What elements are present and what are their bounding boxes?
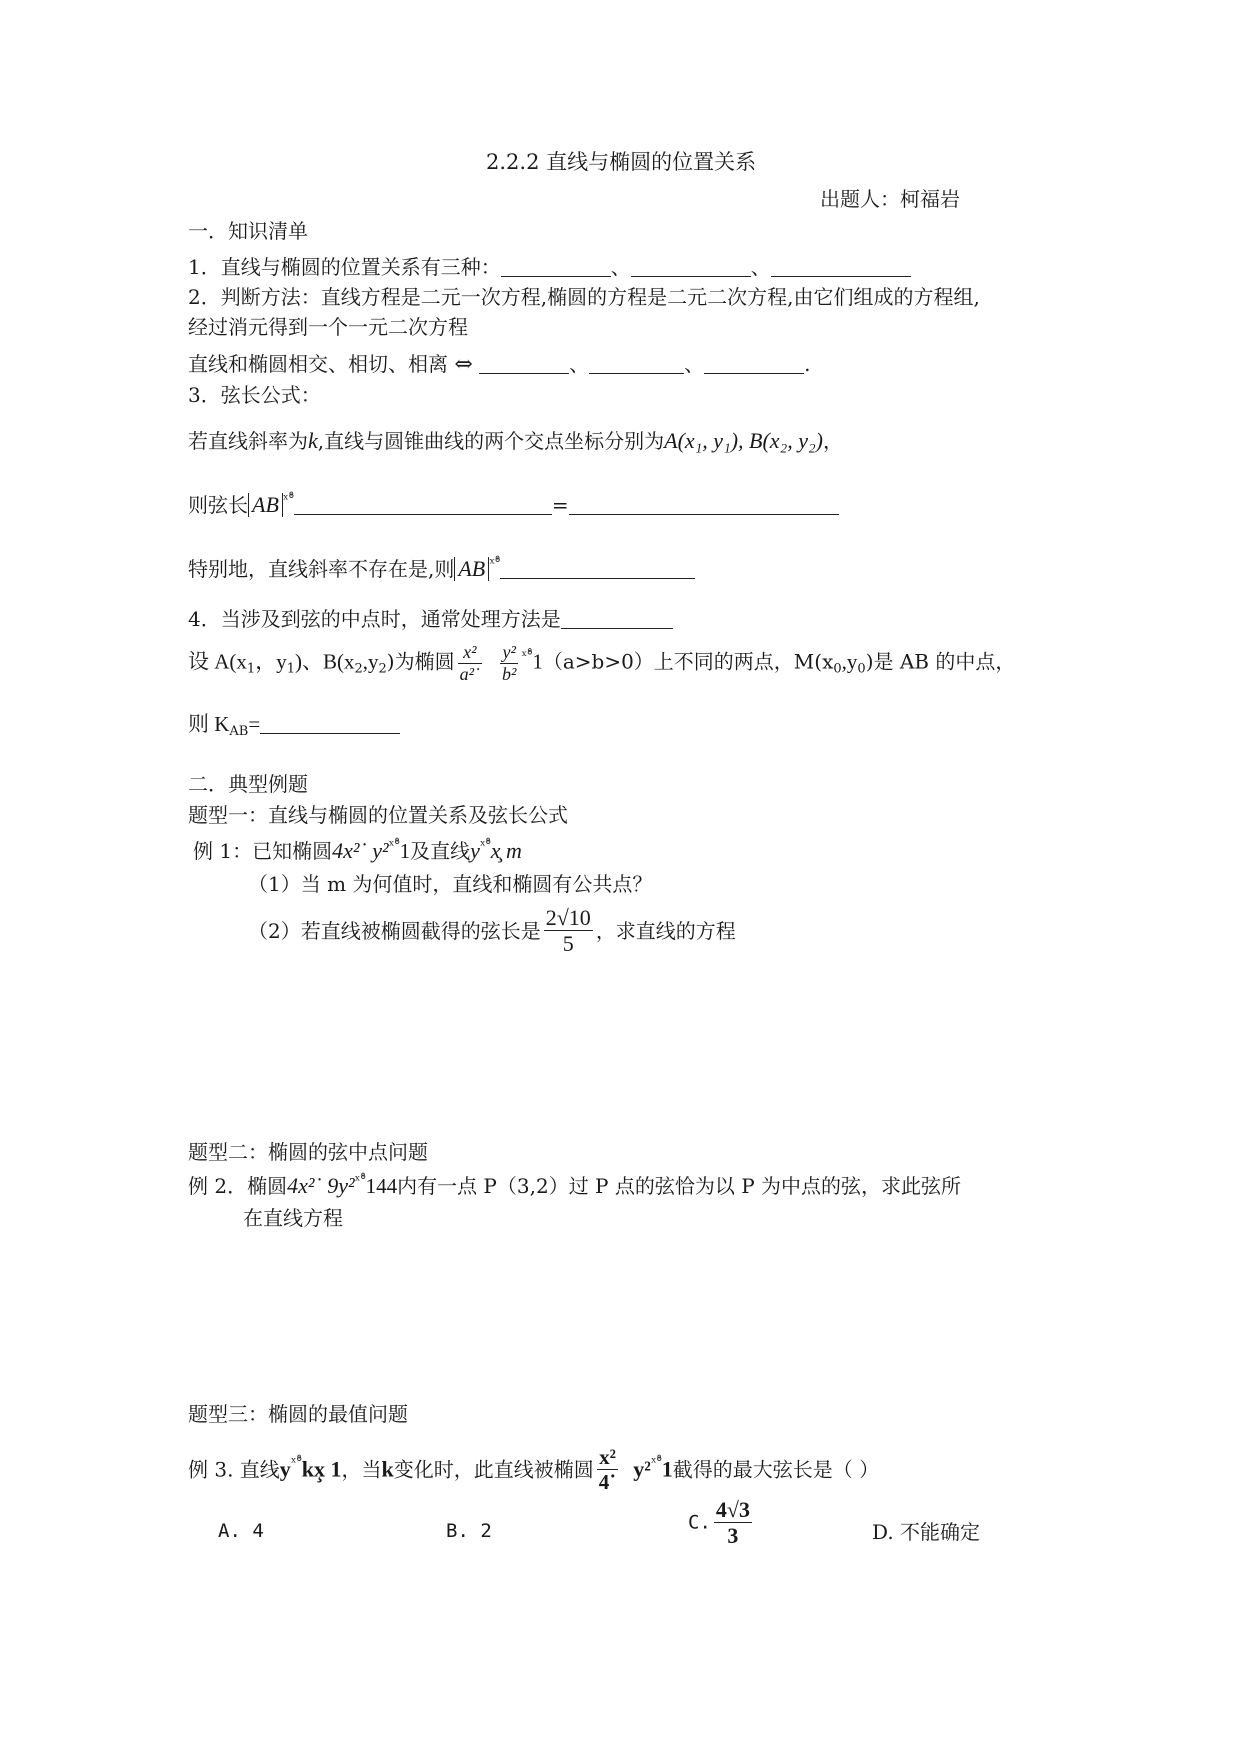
slope-text: 若直线斜率为 xyxy=(188,429,308,453)
ex1-equation-line-y: y xyxy=(470,838,480,863)
ex1-q2-tail: ，求直线的方程 xyxy=(595,918,736,943)
item3-heading: 3．弦长公式： xyxy=(188,383,321,407)
mid-text-d: ,y xyxy=(362,649,379,674)
ex3-line-rhs: kx̧ 1 xyxy=(301,1456,342,1482)
item2-line1: 2．判断方法：直线方程是二元一次方程,椭圆的方程是二元二次方程,由它们组成的方程组, xyxy=(188,285,980,309)
example1-line xyxy=(193,838,522,864)
mid-text-c: )、B(x xyxy=(294,649,355,674)
option-c xyxy=(688,1497,755,1549)
special-text: 特别地，直线斜率不存在是,则 xyxy=(188,557,455,581)
mid-text-a: 设 A(x xyxy=(188,649,247,674)
slope-var: k xyxy=(308,428,318,453)
equals-glyph: ˣ°̊ xyxy=(388,838,400,854)
equals-sign: = xyxy=(551,493,569,517)
frac-num: 2√10 xyxy=(545,905,591,930)
period: . xyxy=(804,352,811,376)
ex3-tail: 截得的最大弦长是（ ） xyxy=(672,1457,880,1482)
abs-AB: AB xyxy=(454,557,489,581)
abs-AB: AB xyxy=(248,493,283,517)
item2-line2: 经过消元得到一个一元二次方程 xyxy=(188,315,468,339)
fraction-x2-4 xyxy=(597,1445,619,1494)
separator: 、 xyxy=(750,255,771,279)
item2-line3 xyxy=(188,352,811,378)
frac-num: x² xyxy=(597,1445,619,1470)
type3-heading: 题型三：椭圆的最值问题 xyxy=(188,1402,408,1426)
ex2-number: 144 xyxy=(365,1174,398,1198)
blank-1c xyxy=(771,256,911,277)
mid-text-b: ，y xyxy=(255,649,287,674)
slope-line xyxy=(188,428,843,454)
equals-glyph: ˣ°̊ xyxy=(282,492,294,508)
blank-2c xyxy=(704,353,804,374)
sub-0: 0 xyxy=(857,661,866,677)
one: 1 xyxy=(532,649,543,674)
equals-glyph: ˣ°̊ xyxy=(354,1173,366,1189)
blank-6 xyxy=(260,713,400,734)
sub-1: 1 xyxy=(286,661,295,677)
frac-den: a²˙ xyxy=(459,663,480,684)
separator: 、 xyxy=(569,352,590,376)
ex1-label: 例 1：已知椭圆 xyxy=(193,839,333,863)
slope-text2: ,直线与圆锥曲线的两个交点坐标分别为 xyxy=(317,429,665,453)
item2-text: 直线和椭圆相交、相切、相离 xyxy=(188,352,448,376)
section1-heading: 一．知识清单 xyxy=(188,219,308,243)
blank-3b xyxy=(569,494,839,515)
type1-heading: 题型一：直线与椭圆的位置关系及弦长公式 xyxy=(188,803,568,827)
sub-AB: AB xyxy=(229,724,249,739)
blank-2a xyxy=(479,353,569,374)
equals-glyph: ˣ°̊ xyxy=(650,1455,662,1472)
equals-glyph: ˣ°̊ xyxy=(521,648,533,665)
equals-glyph: ˣ°̊ xyxy=(489,556,501,572)
frac-num: 4√3 xyxy=(715,1497,750,1522)
ex2-text: 内有一点 P（3,2）过 P 点的弦恰为以 P 为中点的弦，求此弦所 xyxy=(397,1174,962,1198)
one: 1 xyxy=(661,1456,673,1482)
ex1-q2-text: （2）若直线被椭圆截得的弦长是 xyxy=(248,918,541,943)
one: 1 xyxy=(399,839,411,863)
equals-sign: = xyxy=(248,712,261,736)
mid-text-g: ,y xyxy=(841,649,858,674)
equals-glyph: ˣ°̊ xyxy=(290,1455,302,1472)
mid-text-e: )为椭圆 xyxy=(386,649,455,674)
option-b: B. 2 xyxy=(446,1520,492,1542)
option-d: D. 不能确定 xyxy=(872,1520,981,1544)
ex2-line2: 在直线方程 xyxy=(243,1206,343,1230)
frac-den: 4˙ xyxy=(598,1470,617,1495)
type2-heading: 题型二：椭圆的弦中点问题 xyxy=(188,1140,428,1164)
fraction-2sqrt10-5 xyxy=(544,905,593,957)
chord-text: 则弦长 xyxy=(188,493,248,517)
kab-text: 则 K xyxy=(188,712,230,736)
page-title: 2.2.2 直线与椭圆的位置关系 xyxy=(486,150,757,174)
item1-line xyxy=(188,255,911,279)
separator: 、 xyxy=(610,255,631,279)
blank-1b xyxy=(631,256,751,277)
midpoint-line xyxy=(188,642,1015,684)
ex2-label: 例 2．椭圆 xyxy=(188,1174,288,1198)
blank-3a xyxy=(294,494,552,515)
chord-length-line xyxy=(188,492,839,517)
sub-1: 1 xyxy=(246,661,256,677)
blank-4 xyxy=(500,558,695,579)
fraction-y2-b2 xyxy=(500,642,518,684)
ex1-mid-text: 及直线 xyxy=(410,839,471,863)
ex3-y2: y² xyxy=(633,1456,651,1482)
ex1-equation-line-rhs: x̧ m xyxy=(490,838,522,863)
blank-5 xyxy=(561,608,673,629)
frac-den: 3 xyxy=(727,1523,739,1549)
frac-den: b² xyxy=(502,663,517,684)
kab-line xyxy=(188,712,400,740)
sub-2: 2 xyxy=(354,661,363,677)
ex2-equation: 4x²˙ 9y² xyxy=(287,1173,355,1198)
ex1-question2 xyxy=(248,905,736,957)
ex3-line-y: y xyxy=(279,1456,291,1482)
comma: ， xyxy=(822,429,843,453)
sub-2: 2 xyxy=(378,661,387,677)
ex3-text2: 变化时，此直线被椭圆 xyxy=(393,1457,594,1482)
item4-text: 4．当涉及到弦的中点时，通常处理方法是 xyxy=(188,607,561,631)
blank-2b xyxy=(589,353,684,374)
ex1-question1: （1）当 m 为何值时，直线和椭圆有公共点？ xyxy=(248,872,653,896)
section2-heading: 二．典型例题 xyxy=(188,772,308,796)
ex3-text: ，当 xyxy=(341,1457,382,1482)
item4-line xyxy=(188,607,673,631)
special-case-line xyxy=(188,556,695,581)
blank-1a xyxy=(501,256,611,277)
equals-glyph: ˣ°̊ xyxy=(479,838,491,854)
iff-symbol: ⇔ xyxy=(454,352,473,377)
frac-den: 5 xyxy=(562,931,574,957)
ex1-equation-ellipse: 4x²˙ y² xyxy=(332,838,389,863)
item1-text: 1．直线与椭圆的位置关系有三种： xyxy=(188,255,501,279)
option-a: A. 4 xyxy=(218,1520,264,1542)
points-expression: A(x₁, y₁), B(x₂, y₂) xyxy=(664,428,823,453)
example3-line xyxy=(188,1445,879,1494)
fraction-x2-a2 xyxy=(458,642,482,684)
option-c-label: C. xyxy=(688,1511,711,1534)
sub-0: 0 xyxy=(833,661,842,677)
author-line: 出题人：柯福岩 xyxy=(820,187,960,211)
frac-num: x² xyxy=(458,642,482,664)
separator: 、 xyxy=(684,352,705,376)
ex3-label: 例 3. 直线 xyxy=(188,1457,280,1482)
mid-text-h: )是 AB 的中点， xyxy=(865,649,1016,674)
fraction-4sqrt3-3 xyxy=(714,1497,752,1549)
frac-num: y² xyxy=(500,642,518,664)
example2-line xyxy=(188,1173,961,1199)
ex3-k: k xyxy=(381,1456,394,1482)
mid-text-f: （a>b>0）上不同的两点，M(x xyxy=(542,649,834,674)
